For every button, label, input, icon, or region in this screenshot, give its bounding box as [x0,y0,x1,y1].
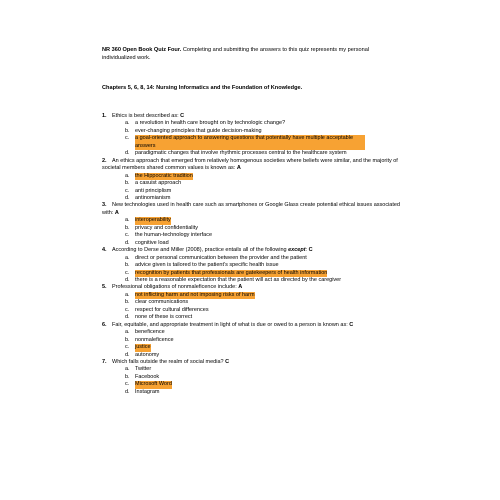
question-prompt: Ethics is best described as: [112,113,181,119]
question-emphasis: except [288,247,306,254]
question-number: 1. [102,113,107,119]
question-number: 2. [102,157,107,164]
option-text: the human-technology interface [135,232,213,239]
question-prompt: Professional obligations of nonmaleficence include: [112,284,239,291]
question-block [102,113,402,158]
highlighted-answer: interoperability [135,217,171,224]
option-text: beneficence [135,329,165,336]
answer-option [102,180,402,187]
option-letter: d. [125,194,130,201]
highlighted-answer: Microsoft Word [135,381,172,388]
option-letter: b. [125,262,130,269]
answer-option [102,225,402,232]
answer-option [102,195,402,202]
question-prompt: According to Derse and Miller (2008), practice entails all of the following [112,247,289,254]
option-text: anti principlism [135,187,172,194]
answer-option [102,292,402,299]
question-number: 5. [102,284,107,291]
question-block [102,202,402,247]
option-letter: a. [125,120,130,127]
option-letter: a. [125,329,130,336]
question-prompt: An ethics approach that emerged from relatively homogenous societies where beliefs were similar, and the majority of societal members shared common values is known as: [102,157,398,172]
question-prompt: New technologies used in health care such as smartphones or Google Glass create potential ethical issues associated with: [102,202,400,216]
option-text: Twitter [135,366,152,373]
answer-key: C [349,321,354,328]
question-number: 6. [102,321,107,328]
option-letter: a. [125,172,130,179]
chapters-heading: Chapters 5, 6, 8, 14: Nursing Informatics and the Foundation of Knowledge. [102,85,303,91]
option-letter: a. [125,217,130,224]
option-letter: c. [125,232,130,239]
option-letter: d. [125,239,130,246]
highlighted-answer: the Hippocratic tradition [135,172,193,179]
question-block [102,158,402,203]
answer-key: C [308,247,313,254]
option-letter: c. [125,269,130,276]
answer-option [102,329,402,336]
option-letter: b. [125,299,130,306]
option-text: cognitive load [135,239,169,246]
option-letter: a. [125,291,130,298]
answer-option [102,307,402,314]
highlighted-answer: a goal-oriented approach to answering questions that potentially have multiple acceptable answers [135,135,365,150]
answer-option [102,352,402,359]
option-letter: c. [125,344,130,351]
option-text: direct or personal communication between the provider and the patient [135,254,307,261]
question-block [102,284,402,321]
question-text [102,284,402,291]
option-letter: b. [125,336,130,343]
answer-option [102,128,402,135]
option-letter: b. [125,373,130,380]
option-list [102,329,402,359]
option-letter: c. [125,306,130,313]
option-text: nonmaleficence [135,336,174,343]
option-text: paradigmatic changes that involve rhythmic processes central to the healthcare system [135,150,347,157]
intro-statement: Completing and submitting the answers to this quiz represents my personal individualized work. [102,47,370,62]
answer-option [102,344,402,351]
option-text: none of these is correct [135,314,193,321]
answer-option [102,337,402,344]
option-text: antinomianism [135,194,171,201]
answer-key: A [236,165,241,172]
answer-option [102,381,402,388]
answer-option [102,120,402,127]
option-letter: d. [125,351,130,358]
answer-option [102,255,402,262]
option-text: there is a reasonable expectation that the patient will act as directed by the caregiver [135,276,342,283]
answer-key: C [180,113,185,119]
quiz-questions [102,113,402,396]
question-text [102,202,402,217]
answer-option [102,314,402,321]
highlighted-answer: justice [135,344,151,351]
question-block [102,247,402,284]
question-prompt: Fair, equitable, and appropriate treatment in light of what is due or owed to a person is known as: [112,321,350,328]
option-list [102,292,402,322]
answer-option [102,188,402,195]
answer-option [102,173,402,180]
option-text: a revolution in health care brought on by technologic change? [135,120,286,127]
answer-option [102,270,402,277]
highlighted-answer: recognition by patients that professionals are gatekeepers of health information [135,269,328,276]
option-text: advice given is tailored to the patient’s specific health issue [135,262,279,269]
option-letter: d. [125,388,130,395]
answer-option [102,299,402,306]
question-block [102,359,402,396]
question-number: 7. [102,358,107,365]
option-letter: c. [125,381,130,388]
option-text: clear communications [135,299,189,306]
answer-option [102,150,402,157]
answer-option [102,366,402,373]
option-text: ever-changing principles that guide decision-making [135,127,262,134]
answer-option [102,262,402,269]
option-list [102,173,402,203]
option-letter: a. [125,366,130,373]
option-letter: d. [125,150,130,157]
option-text: autonomy [135,351,160,358]
option-letter: d. [125,314,130,321]
question-text [102,359,402,366]
question-prompt-tail: : [305,247,309,254]
answer-option [102,240,402,247]
answer-option [102,135,402,150]
answer-key: A [238,284,243,291]
answer-option [102,232,402,239]
question-number: 3. [102,202,107,209]
question-prompt: Which falls outside the realm of social media? [112,358,226,365]
option-letter: c. [125,187,130,194]
intro-paragraph [102,46,402,63]
answer-option [102,389,402,396]
quiz-title: NR 360 Open Book Quiz Four. [102,47,182,53]
option-letter: b. [125,180,130,187]
option-text: Facebook [135,373,160,380]
answer-key: A [114,209,119,216]
option-text: privacy and confidentiality [135,224,198,231]
answer-option [102,374,402,381]
question-block [102,322,402,359]
question-text [102,322,402,329]
option-letter: d. [125,276,130,283]
option-letter: b. [125,127,130,134]
question-text [102,113,402,120]
question-text [102,158,402,173]
option-letter: c. [125,135,130,142]
question-text [102,247,402,254]
option-list [102,120,402,157]
highlighted-answer: not inflicting harm and not imposing risks of harm [135,291,255,298]
question-number: 4. [102,247,107,254]
answer-option [102,277,402,284]
option-list [102,217,402,247]
answer-key: C [225,358,230,365]
option-list [102,366,402,396]
option-text: respect for cultural differences [135,306,209,313]
option-list [102,255,402,285]
option-letter: a. [125,254,130,261]
option-letter: b. [125,224,130,231]
answer-option [102,217,402,224]
option-text: Instagram [135,388,160,395]
option-text: a casuist approach [135,180,182,187]
